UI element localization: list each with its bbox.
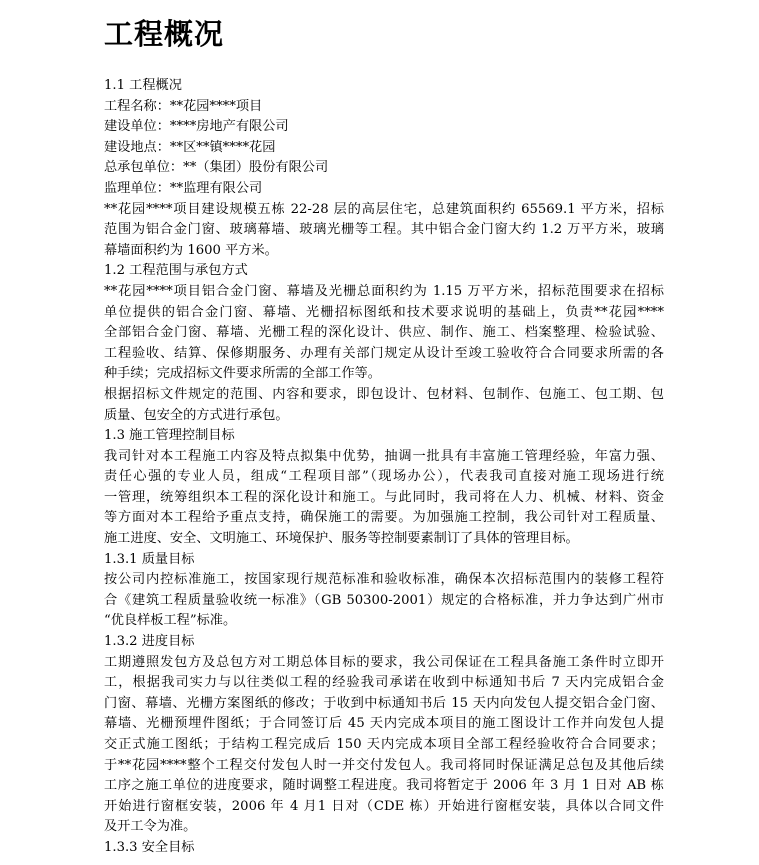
body-text-line: 门窗、幕墙、光栅方案图纸的修改；于收到中标通知书后 15 天内向发包人提交铝合金门窗、	[104, 695, 664, 711]
body-text-line: 全部铝合金门窗、幕墙、光栅工程的深化设计、供应、制作、施工、档案整理、检验试验、	[104, 325, 664, 341]
body-text-line: 按公司内控标准施工，按国家现行规范标准和验收标准，确保本次招标范围内的装修工程符	[104, 572, 664, 588]
section-heading: 1.1 工程概况	[104, 78, 182, 93]
body-text-line: 工序之施工单位的进度要求，随时调整工程进度。我司将暂定于 2006 年 3 月 1 日对 AB 栋	[104, 778, 664, 794]
body-text-line: 工程验收、结算、保修期服务、办理有关部门规定从设计至竣工验收符合合同要求所需的各	[104, 345, 664, 361]
section-heading: 1.3.2 进度目标	[104, 634, 195, 650]
body-text-line: 工，根据我司实力与以往类似工程的经验我司承诺在收到中标通知书后 7 天内完成铝合金	[104, 675, 664, 691]
body-text-line: 及开工令为准。	[104, 819, 197, 835]
body-text-line: 我司针对本工程施工内容及特点拟集中优势，抽调一批具有丰富施工管理经验，年富力强、	[104, 448, 664, 464]
body-text-line: 合《建筑工程质量验收统一标准》（GB 50300-2001）规定的合格标准，并力争达到广州市	[104, 592, 664, 608]
body-text-line: 施工进度、安全、文明施工、环境保护、服务等控制要素制订了具体的管理目标。	[104, 531, 579, 547]
section-heading: 1.3.1 质量目标	[104, 551, 195, 567]
body-text-line: 质量、包安全的方式进行承包。	[104, 407, 289, 423]
document-body	[104, 76, 664, 859]
body-text-line: 于**花园****整个工程交付发包人时一并交付发包人。我司将同时保证满足总包及其他后续	[104, 757, 664, 773]
body-text-line: “优良样板工程”标准。	[104, 613, 237, 629]
body-text-line: 建设单位：****房地产有限公司	[104, 119, 289, 135]
document-title: 工程概况	[104, 17, 225, 51]
body-text-line: 一管理，统筹组织本工程的深化设计和施工。与此同时，我司将在人力、机械、材料、资金	[104, 489, 664, 505]
body-text-line: 开始进行窗框安装，2006 年 4 月1 日对（CDE 栋）开始进行窗框安装，具体以合同文件	[104, 798, 664, 814]
body-text-line: 幕墙、光栅预埋件图纸；于合同签订后 45 天内完成本项目的施工图设计工作并向发包人提	[104, 716, 664, 732]
section-heading: 1.3 施工管理控制目标	[104, 428, 235, 444]
body-text-line: 单位提供的铝合金门窗、幕墙、光栅招标图纸和技术要求说明的基础上，负责**花园****	[104, 304, 664, 320]
body-text-line: 等方面对本工程给予重点支持，确保施工的需要。为加强施工控制，我公司针对工程质量、	[104, 510, 664, 526]
body-text-line: 种手续；完成招标文件要求所需的全部工作等。	[104, 366, 381, 382]
body-text-line: 总承包单位：**（集团）股份有限公司	[104, 160, 329, 176]
body-text-line: 交正式施工图纸；于结构工程完成后 150 天内完成本项目全部工程经验收符合合同要求；	[104, 737, 664, 752]
body-text-line: 工程名称：**花园****项目	[104, 98, 263, 114]
body-text-line: 幕墙面积约为 1600 平方米。	[104, 242, 278, 258]
body-text-line: 责任心强的专业人员，组成“工程项目部”（现场办公），代表我司直接对施工现场进行统	[104, 469, 664, 485]
body-text-line: **花园****项目铝合金门窗、幕墙及光栅总面积约为 1.15 万平方米，招标范围要求在招标	[104, 283, 664, 299]
section-heading: 1.2 工程范围与承包方式	[104, 263, 248, 279]
section-heading: 1.3.3 安全目标	[104, 839, 195, 855]
body-text-line: 监理单位：**监理有限公司	[104, 180, 263, 196]
body-text-line: 范围为铝合金门窗、玻璃幕墙、玻璃光栅等工程。其中铝合金门窗大约 1.2 万平方米，玻璃	[104, 222, 664, 238]
body-text-line: **花园****项目建设规模五栋 22-28 层的高层住宅，总建筑面积约 65569.1 平方米，招标	[104, 201, 664, 217]
body-text-line: 根据招标文件规定的范围、内容和要求，即包设计、包材料、包制作、包施工、包工期、包	[104, 386, 664, 402]
body-text-line: 建设地点：**区**镇****花园	[104, 139, 276, 155]
body-text-line: 工期遵照发包方及总包方对工期总体目标的要求，我公司保证在工程具备施工条件时立即开	[104, 654, 664, 670]
